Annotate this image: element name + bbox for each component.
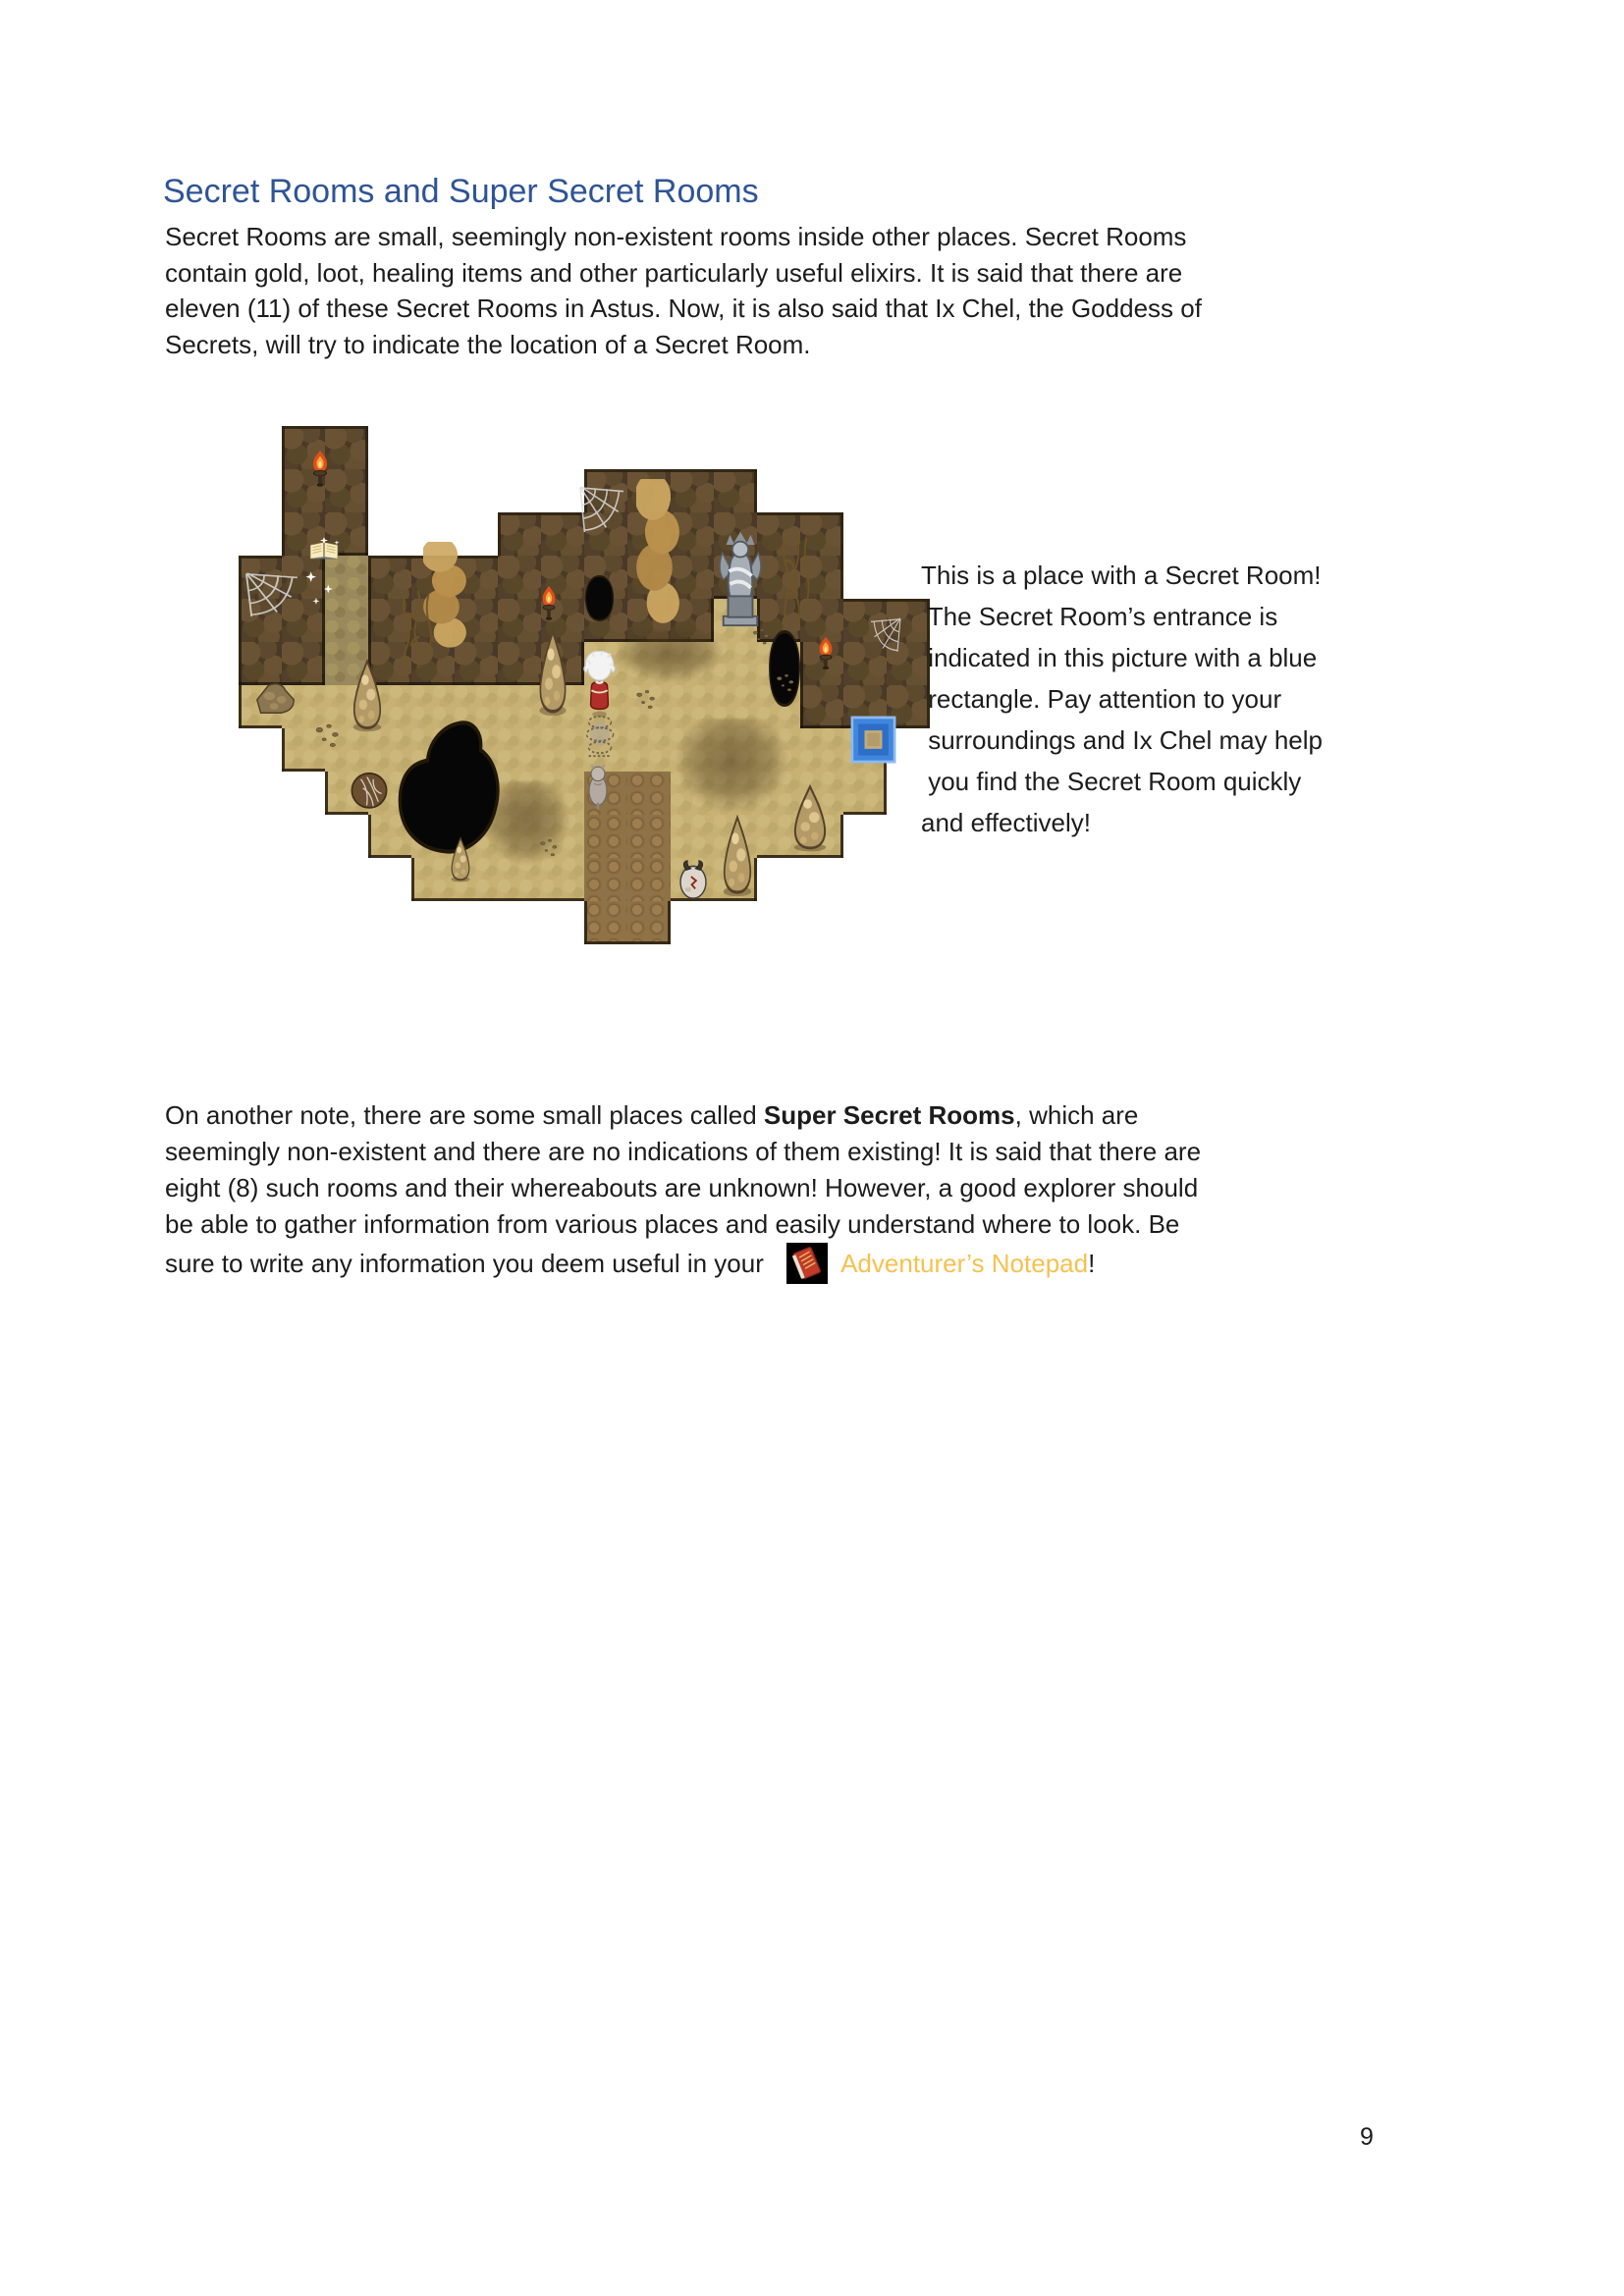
map-rock-outcrop xyxy=(252,671,299,719)
text-line: Secret Rooms are small, seemingly non-existent rooms inside other places. Secret Rooms xyxy=(165,222,1187,251)
page-number: 9 xyxy=(1360,2123,1374,2151)
map-stalagmite xyxy=(533,630,572,717)
notepad-icon xyxy=(786,1243,828,1284)
text-line: be able to gather information from various places and easily understand where to look. Be xyxy=(165,1209,1180,1239)
map-pebbles xyxy=(311,721,347,752)
text-line: eight (8) such rooms and their whereabouts are unknown! However, a good explorer should xyxy=(165,1173,1199,1202)
map-tile-cobble-path xyxy=(584,858,627,901)
map-sparkles xyxy=(301,565,345,613)
text-segment: sure to write any information you deem useful in your xyxy=(165,1249,772,1278)
text-line: contain gold, loot, healing items and other particularly useful elixirs. It is said that there are xyxy=(165,257,1183,288)
map-secret-room-marker xyxy=(851,717,895,763)
secret-room-map-image xyxy=(239,426,930,944)
map-stalagmite xyxy=(347,660,388,732)
map-spiderweb xyxy=(246,573,298,616)
map-tile-rock-wall xyxy=(800,685,843,728)
text-line xyxy=(165,1243,1201,1284)
text-line: rectangle. Pay attention to your xyxy=(921,684,1282,714)
map-pebbles xyxy=(627,687,667,713)
text-line: The Secret Room’s entrance is xyxy=(921,602,1278,631)
map-dark-hole xyxy=(583,575,616,621)
map-spiderweb xyxy=(580,487,623,532)
map-player-character xyxy=(581,650,618,719)
map-tile-sand-floor xyxy=(498,728,541,772)
bold-text: Super Secret Rooms xyxy=(763,1100,1015,1130)
text-line: and effectively! xyxy=(921,808,1091,837)
text-line: surroundings and Ix Chel may help xyxy=(921,725,1324,755)
map-black-pit xyxy=(396,721,502,854)
text-line: seemingly non-existent and there are no indications of them existing! It is said that there are xyxy=(165,1137,1202,1166)
map-tile-sand-floor xyxy=(671,815,714,858)
map-tile-sand-floor xyxy=(843,772,887,815)
map-tile-sand-floor xyxy=(627,728,671,772)
map-wall-torch xyxy=(816,636,836,671)
map-stalagmite xyxy=(717,816,758,897)
text-segment: , which are xyxy=(1014,1100,1139,1130)
map-tile-rock-wall xyxy=(325,426,368,469)
map-spiderweb xyxy=(871,618,900,652)
map-tile-sand-floor xyxy=(800,728,843,772)
text-line: you find the Secret Room quickly xyxy=(921,767,1302,796)
map-dirt-patch xyxy=(676,719,788,812)
text-line: indicated in this picture with a blue xyxy=(921,643,1318,672)
map-rock-vein xyxy=(636,479,679,626)
map-tile-cobble-path xyxy=(627,858,671,901)
map-tile-sand-floor xyxy=(541,728,584,772)
text-line: eleven (11) of these Secret Rooms in Astus. Now, it is also said that Ix Chel, the Goddess of xyxy=(165,294,1202,323)
map-stalagmite xyxy=(447,837,474,882)
notepad-link-text[interactable]: Adventurer’s Notepad xyxy=(840,1249,1089,1278)
text-line: This is a place with a Secret Room! xyxy=(921,561,1322,590)
map-tile-cobble-path xyxy=(584,901,627,944)
section-heading: Secret Rooms and Super Secret Rooms xyxy=(163,173,759,210)
map-wall-torch xyxy=(309,450,331,489)
map-caption xyxy=(921,555,1323,843)
map-tile-rock-wall xyxy=(498,556,541,599)
text-segment: ! xyxy=(1088,1249,1096,1278)
map-angel-statue xyxy=(717,531,764,627)
map-tile-rock-wall xyxy=(498,512,541,556)
map-tile-rock-wall xyxy=(325,469,368,512)
map-tile-rock-wall xyxy=(541,512,584,556)
map-pebbles xyxy=(739,626,785,648)
map-dirt-patch xyxy=(616,630,724,681)
text-segment: On another note, there are some small places called xyxy=(165,1100,764,1130)
map-pebbles xyxy=(767,671,806,695)
map-wall-roots xyxy=(392,591,439,667)
text-line: Secrets, will try to indicate the location of a Secret Room. xyxy=(165,329,811,359)
text-line xyxy=(165,1097,1201,1134)
map-tile-cobble-path xyxy=(584,815,627,858)
map-glowing-tome xyxy=(307,536,341,563)
map-horned-egg xyxy=(676,859,711,899)
map-sand-swirl xyxy=(582,713,618,760)
map-pebbles xyxy=(531,836,568,860)
map-tile-cobble-path xyxy=(627,901,671,944)
map-stalagmite xyxy=(786,785,834,852)
map-tile-rock-wall xyxy=(714,469,757,512)
map-wall-torch xyxy=(539,585,559,622)
map-wolf-companion xyxy=(584,764,612,809)
map-tile-cobble-path xyxy=(627,772,671,815)
map-root-clump xyxy=(349,766,390,811)
map-wall-roots xyxy=(773,534,816,624)
intro-paragraph xyxy=(165,219,1202,362)
map-tile-cobble-path xyxy=(627,815,671,858)
body-paragraph xyxy=(165,1097,1201,1284)
